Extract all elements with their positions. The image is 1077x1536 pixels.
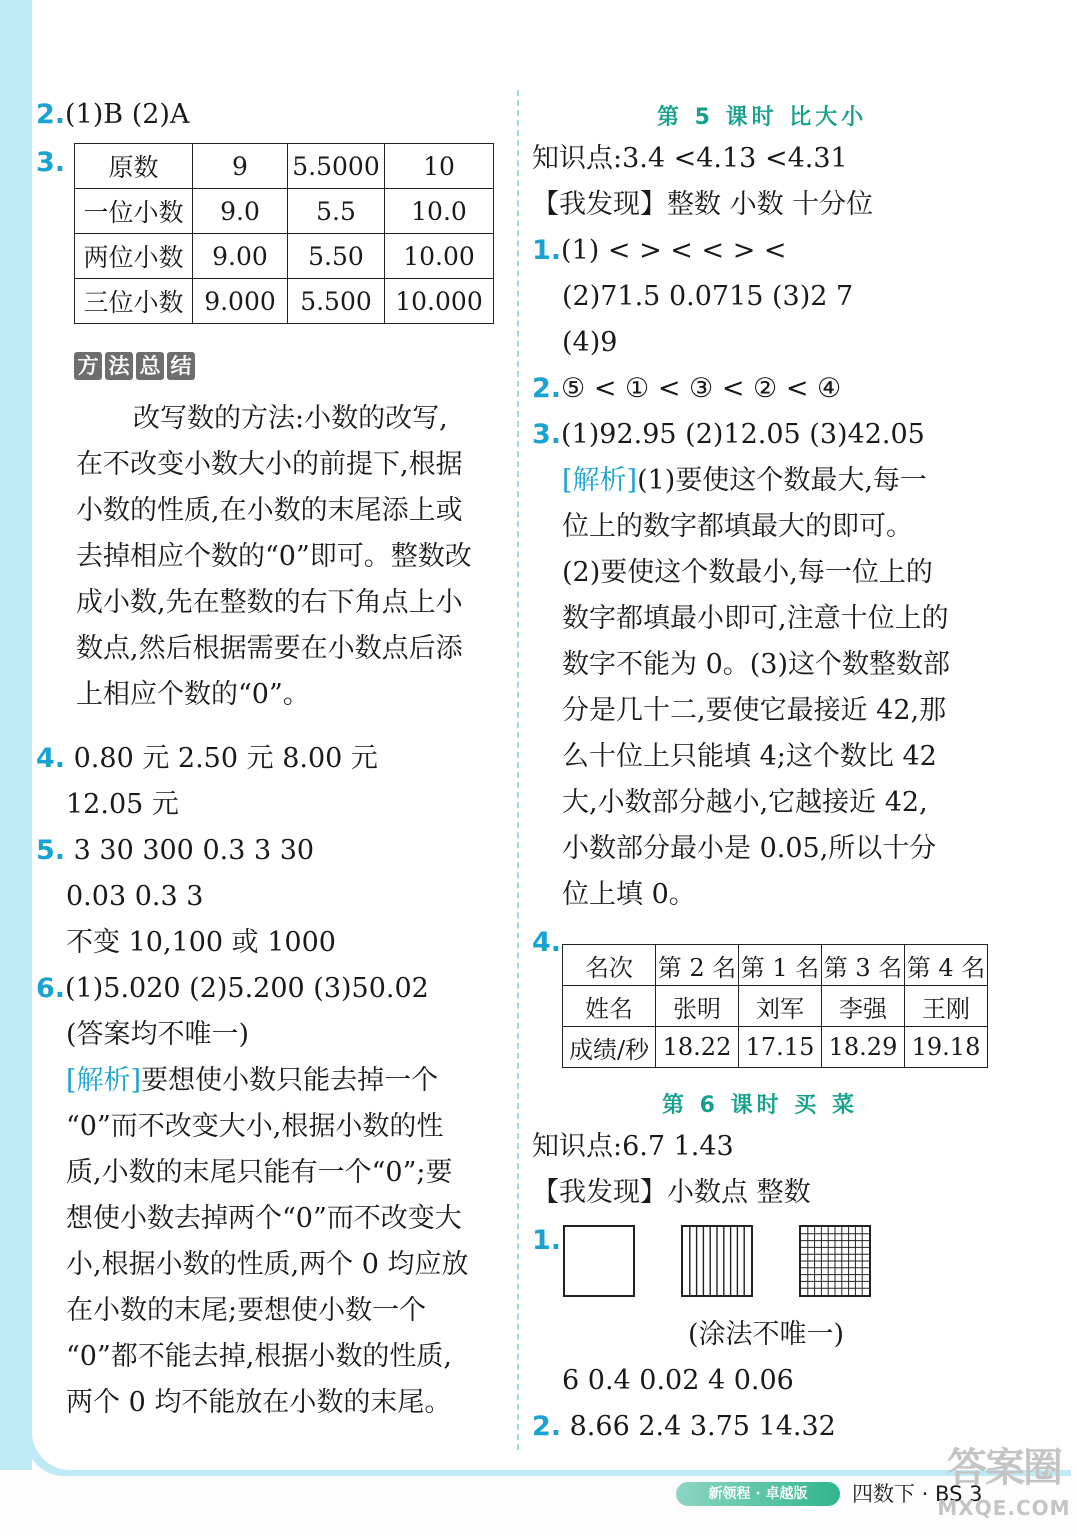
table-cell: 一位小数 [75, 189, 193, 234]
analysis-line: “0”而不改变大小,根据小数的性 [66, 1111, 444, 1142]
method-line: 小数的性质,在小数的末尾添上或 [76, 495, 463, 526]
q6-line: (答案均不唯一) [66, 1019, 250, 1050]
q4-answer [36, 736, 378, 782]
analysis-line: 位上填 0。 [562, 879, 696, 910]
method-title-char: 总 [136, 352, 164, 380]
q3-number: 3. [36, 147, 66, 178]
analysis-line: 么十位上只能填 4;这个数比 42 [562, 741, 937, 772]
analysis-line: 位上的数字都填最大的即可。 [562, 511, 913, 542]
analysis-line: 质,小数的末尾只能有一个“0”;要 [66, 1157, 453, 1188]
knowledge-point-6: 知识点:6.7 1.43 [532, 1131, 734, 1162]
r6-q1-answers: 6 0.4 0.02 4 0.06 [562, 1365, 794, 1396]
analysis-tag: [解析] [562, 465, 638, 496]
q6-analysis [66, 1058, 438, 1104]
analysis-line: “0”都不能去掉,根据小数的性质, [66, 1341, 452, 1372]
method-line: 在不改变小数大小的前提下,根据 [76, 449, 463, 480]
table-cell: 9.0 [193, 189, 288, 234]
table-row [75, 189, 494, 234]
table-cell: 19.18 [905, 1027, 988, 1068]
r-q3-analysis [562, 458, 927, 504]
q4-line: 12.05 元 [66, 789, 179, 820]
page-footer-label: 四数下 · BS 3 [852, 1482, 983, 1506]
q4-number: 4. [36, 743, 66, 774]
table-cell: 5.50 [288, 234, 385, 279]
q3-number-row [36, 140, 65, 186]
table-cell: 第 4 名 [905, 945, 988, 986]
table-cell: 10 [385, 144, 494, 189]
watermark [935, 1440, 1073, 1532]
table-cell: 两位小数 [75, 234, 193, 279]
discovery-5: 【我发现】整数 小数 十分位 [532, 189, 874, 220]
ranking-table [562, 944, 988, 1068]
table-cell: 三位小数 [75, 279, 193, 324]
q6-line: (1)5.020 (2)5.200 (3)50.02 [65, 973, 429, 1004]
method-line: 去掉相应个数的“0”即可。整数改 [76, 541, 472, 572]
analysis-line: 两个 0 均不能放在小数的末尾。 [66, 1387, 452, 1418]
analysis-line: (2)要使这个数最小,每一位上的 [562, 557, 933, 588]
method-line: 成小数,先在整数的右下角点上小 [76, 587, 463, 618]
table-cell: 18.22 [656, 1027, 739, 1068]
r-q2-answer [532, 366, 841, 412]
table-cell: 李强 [822, 986, 905, 1027]
shading-note: (涂法不唯一) [688, 1319, 845, 1350]
analysis-line: (1)要使这个数最大,每一 [637, 465, 927, 496]
r6-q1-number: 1. [532, 1225, 562, 1256]
method-title-char: 结 [167, 352, 195, 380]
table-cell: 5.5000 [288, 144, 385, 189]
table-cell: 18.29 [822, 1027, 905, 1068]
analysis-line: 要想使小数只能去掉一个 [141, 1065, 439, 1096]
r-q3-answer [532, 412, 925, 458]
r-q2-text: ⑤ < ① < ③ < ② < ④ [561, 373, 842, 404]
analysis-line: 数字不能为 0。(3)这个数整数部 [562, 649, 951, 680]
q2-answer [36, 92, 189, 138]
table-row [75, 279, 494, 324]
q5-line: 3 30 300 0.3 3 30 [65, 835, 315, 866]
table-cell: 第 1 名 [739, 945, 822, 986]
table-cell: 刘军 [739, 986, 822, 1027]
analysis-line: 在小数的末尾;要想使小数一个 [66, 1295, 427, 1326]
q5-line: 不变 10,100 或 1000 [66, 927, 336, 958]
whole-square-figure [563, 1225, 635, 1297]
method-line: 改写数的方法:小数的改写, [133, 403, 448, 434]
r6-q2-number: 2. [532, 1411, 562, 1442]
analysis-line: 想使小数去掉两个“0”而不改变大 [66, 1203, 462, 1234]
table-cell: 王刚 [905, 986, 988, 1027]
page-edge-band [0, 0, 32, 1470]
table-cell: 5.5 [288, 189, 385, 234]
table-cell: 5.500 [288, 279, 385, 324]
tenths-square-figure [681, 1225, 753, 1297]
table-cell: 张明 [656, 986, 739, 1027]
analysis-line: 数字都填最小即可,注意十位上的 [562, 603, 949, 634]
q5-number: 5. [36, 835, 66, 866]
analysis-line: 分是几十二,要使它最接近 42,那 [562, 695, 947, 726]
table-row [563, 1027, 988, 1068]
q4-line: 0.80 元 2.50 元 8.00 元 [65, 743, 378, 774]
r-q4-number: 4. [532, 927, 562, 958]
r6-q2-answer [532, 1404, 836, 1450]
method-line: 数点,然后根据需要在小数点后添 [76, 633, 463, 664]
table-cell: 10.0 [385, 189, 494, 234]
discovery-6: 【我发现】小数点 整数 [532, 1177, 811, 1208]
table-cell: 9.00 [193, 234, 288, 279]
table-row [75, 144, 494, 189]
table-cell: 名次 [563, 945, 656, 986]
r-q3-number: 3. [532, 419, 562, 450]
table-cell: 第 3 名 [822, 945, 905, 986]
r-q1-answer [532, 228, 787, 274]
r-q2-number: 2. [532, 373, 562, 404]
analysis-line: 大,小数部分越小,它越接近 42, [562, 787, 928, 818]
r6-q2-text: 8.66 2.4 3.75 14.32 [561, 1411, 836, 1442]
watermark-url: MXQE.COM [937, 1496, 1071, 1520]
q6-number: 6. [36, 973, 66, 1004]
q5-answer [36, 828, 314, 874]
q5-line: 0.03 0.3 3 [66, 881, 204, 912]
analysis-line: 小数部分最小是 0.05,所以十分 [562, 833, 937, 864]
r-q4-number-row [532, 920, 561, 966]
table-cell: 10.000 [385, 279, 494, 324]
analysis-tag: [解析] [66, 1065, 142, 1096]
table-cell: 原数 [75, 144, 193, 189]
hundredths-square-figure [799, 1225, 871, 1297]
r6-q1-number-row [532, 1218, 561, 1264]
method-title-char: 法 [105, 352, 133, 380]
lesson-5-title: 第 5 课时 比大小 [657, 105, 868, 130]
method-line: 上相应个数的“0”。 [76, 679, 310, 710]
table-cell: 姓名 [563, 986, 656, 1027]
knowledge-point-5: 知识点:3.4 <4.13 <4.31 [532, 143, 848, 174]
table-cell: 第 2 名 [656, 945, 739, 986]
column-divider [517, 90, 519, 1450]
brand-badge: 新领程 · 卓越版 [676, 1482, 840, 1506]
decimal-rewrite-table [74, 143, 494, 324]
table-cell: 9.000 [193, 279, 288, 324]
analysis-line: 小,根据小数的性质,两个 0 均应放 [66, 1249, 469, 1280]
r-q3-line: (1)92.95 (2)12.05 (3)42.05 [561, 419, 925, 450]
r-q1-line: (4)9 [562, 327, 618, 358]
table-cell: 10.00 [385, 234, 494, 279]
table-row [563, 986, 988, 1027]
q2-text: (1)B (2)A [65, 99, 190, 130]
r-q1-line: (2)71.5 0.0715 (3)2 7 [562, 281, 854, 312]
q6-answer [36, 966, 429, 1012]
shading-figures [563, 1225, 883, 1305]
r-q1-line: (1) < > < < > < [561, 235, 787, 266]
table-cell: 成绩/秒 [563, 1027, 656, 1068]
table-cell: 17.15 [739, 1027, 822, 1068]
table-row [75, 234, 494, 279]
method-title-char: 方 [74, 352, 102, 380]
watermark-logo-text: 答案圈 [947, 1445, 1061, 1491]
table-cell: 9 [193, 144, 288, 189]
r-q1-number: 1. [532, 235, 562, 266]
q2-number: 2. [36, 99, 66, 130]
lesson-6-title: 第 6 课时 买 菜 [662, 1093, 858, 1118]
method-summary-heading [74, 352, 195, 380]
table-row [563, 945, 988, 986]
